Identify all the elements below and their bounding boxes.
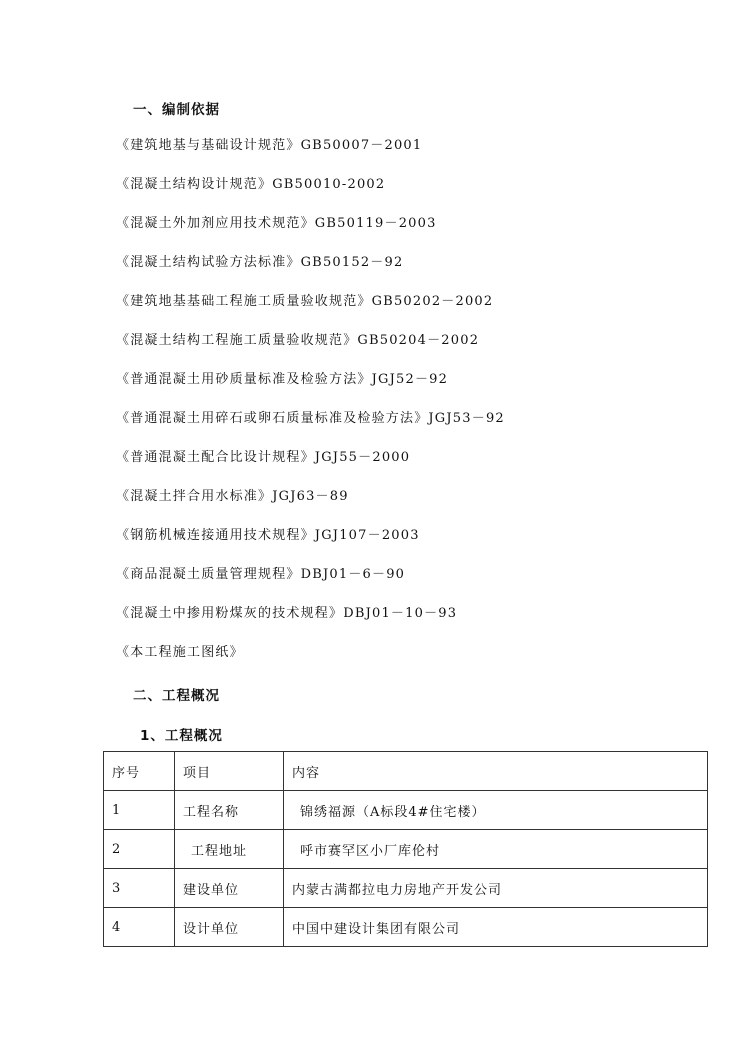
- table-cell: 内蒙古满都拉电力房地产开发公司: [284, 869, 708, 908]
- column-header-number: 序号: [104, 752, 175, 791]
- section-heading-basis: 一、编制依据: [133, 102, 220, 118]
- list-item: 《混凝土中掺用粉煤灰的技术规程》DBJ01－10－93: [116, 606, 458, 621]
- table-cell: 设计单位: [175, 908, 284, 947]
- list-item: 《钢筋机械连接通用技术规程》JGJ107－2003: [116, 528, 420, 543]
- table-cell: 锦绣福源（A标段4#住宅楼）: [284, 791, 708, 830]
- table-cell: 呼市赛罕区小厂库伦村: [284, 830, 708, 869]
- table-cell: 工程名称: [175, 791, 284, 830]
- column-header-content: 内容: [284, 752, 708, 791]
- table-row: [104, 791, 708, 830]
- table-row: [104, 908, 708, 947]
- list-item: 《混凝土结构工程施工质量验收规范》GB50204－2002: [116, 333, 480, 348]
- table-cell: 4: [104, 908, 175, 947]
- list-item: 《普通混凝土用碎石或卵石质量标准及检验方法》JGJ53－92: [116, 411, 505, 426]
- table-row: [104, 830, 708, 869]
- table-header-row: [104, 752, 708, 791]
- list-item: 《建筑地基与基础设计规范》GB50007－2001: [116, 138, 423, 153]
- reference-list: [116, 136, 505, 682]
- list-item: 《普通混凝土用砂质量标准及检验方法》JGJ52－92: [116, 372, 449, 387]
- list-item: 《本工程施工图纸》: [116, 645, 244, 660]
- table-cell: 中国中建设计集团有限公司: [284, 908, 708, 947]
- list-item: 《混凝土结构设计规范》GB50010-2002: [116, 177, 386, 192]
- project-info-table: [103, 751, 708, 947]
- table-cell: 3: [104, 869, 175, 908]
- list-item: 《混凝土结构试验方法标准》GB50152－92: [116, 255, 404, 270]
- table-cell: 1: [104, 791, 175, 830]
- section-heading-overview: 二、工程概况: [133, 688, 220, 704]
- table-row: [104, 869, 708, 908]
- table-cell: 2: [104, 830, 175, 869]
- table-cell: 工程地址: [175, 830, 284, 869]
- list-item: 《混凝土拌合用水标准》JGJ63－89: [116, 489, 349, 504]
- list-item: 《普通混凝土配合比设计规程》JGJ55－2000: [116, 450, 411, 465]
- list-item: 《混凝土外加剂应用技术规范》GB50119－2003: [116, 216, 437, 231]
- list-item: 《建筑地基基础工程施工质量验收规范》GB50202－2002: [116, 294, 494, 309]
- subsection-heading-overview: 1、工程概况: [140, 728, 223, 744]
- table-cell: 建设单位: [175, 869, 284, 908]
- column-header-item: 项目: [175, 752, 284, 791]
- list-item: 《商品混凝土质量管理规程》DBJ01－6－90: [116, 567, 406, 582]
